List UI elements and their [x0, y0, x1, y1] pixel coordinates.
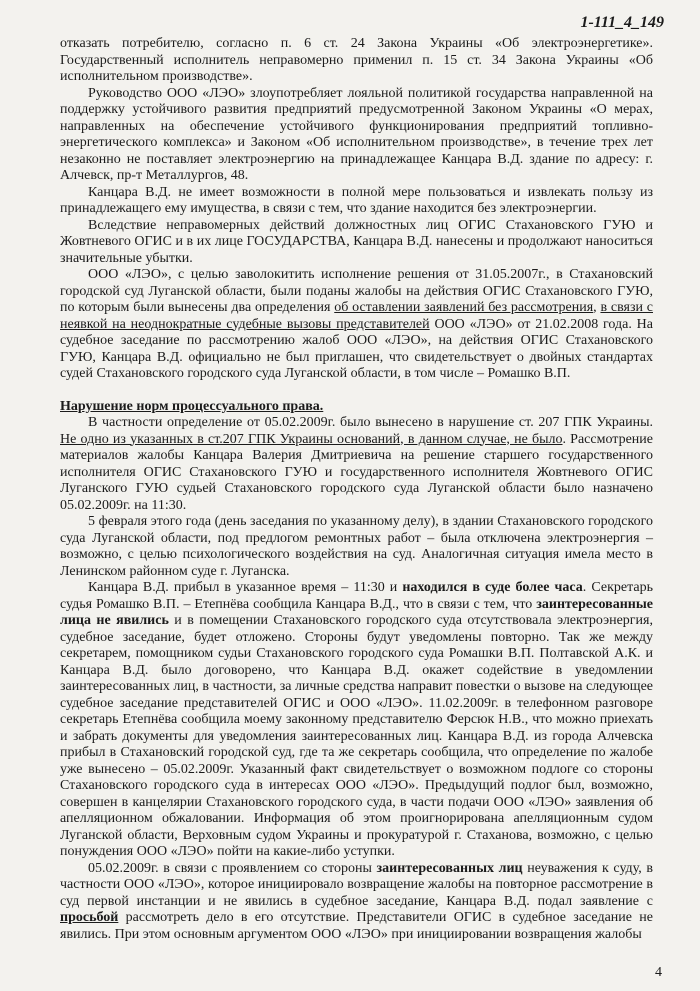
bold-text: заинтересованные лица не явились	[60, 596, 653, 628]
document-id: 1-111_4_149	[580, 14, 664, 31]
underlined-text: Не одно из указанных в ст.207 ГПК Украины оснований, в данном случае, не было	[60, 431, 563, 447]
paragraph	[60, 267, 653, 383]
section-heading: Нарушение норм процессуального права.	[60, 398, 324, 414]
paragraph	[60, 415, 653, 514]
paragraph: Канцара В.Д. не имеет возможности в полной мере пользоваться и извлекать пользу из принадлежащего ему имущества, в связи с тем, что здание находится без электроэнергии.	[60, 184, 653, 216]
underlined-text: об оставлении заявлений без рассмотрения	[334, 300, 594, 315]
page-number: 4	[655, 965, 662, 980]
text-run: ООО «ЛЭО» от 21.02.2008 года. На судебное заседание по рассмотрению жалоб ООО «ЛЭО», на действия ОГИС Стахановского ГУЮ, Канцара В.Д. официально не был приглашен, что свидетельствует о двойных стандартах судей Стахановского городского суда Луганской области, в том числе – Ромашко В.П.	[60, 316, 653, 381]
text-run: В частности определение от 05.02.2009г. было вынесено в нарушение ст. 207 ГПК Украины.	[88, 415, 653, 430]
text-run: 05.02.2009г. в связи с проявлением со стороны	[88, 860, 377, 876]
bold-underlined-text: просьбой	[60, 910, 119, 925]
document-body	[60, 36, 653, 943]
text-run: неуважения к суду, в частности ООО «ЛЭО», которое инициировало возвращение жалобы на повторное рассмотрение в суд первой инстанции и не явились в судебное заседание, Канцара В.Д. подал заявление с	[60, 860, 654, 909]
paragraph	[60, 580, 653, 861]
spacer	[60, 383, 653, 399]
bold-text: заинтересованных лиц	[376, 860, 523, 876]
paragraph: 5 февраля этого года (день заседания по указанному делу), в здании Стахановского городского суда Луганской области, под предлогом ремонтных работ – была отключена электроэнергия – возможно, с целью психологического воздействия на суд. Аналогичная ситуация имела место в Ленинском районном суде г. Луганска.	[60, 514, 653, 579]
text-run: Канцара В.Д. прибыл в указанное время – 11:30 и	[88, 580, 403, 595]
text-run: . Секретарь судья Ромашко В.П. – Етепнёва сообщила Канцара В.Д., что в связи с тем, что	[60, 580, 653, 612]
paragraph: Вследствие неправомерных действий должностных лиц ОГИС Стахановского ГУЮ и Жовтневого ОГИС и в их лице ГОСУДАРСТВА, Канцара В.Д. нанесены и продолжают наноситься значительные убытки.	[60, 217, 653, 266]
text-run: ,	[593, 300, 601, 315]
text-run: рассмотреть дело в его отсутствие. Представители ОГИС в судебное заседание не явились. При этом основным аргументом ООО «ЛЭО» при инициировании возвращения жалобы	[60, 910, 653, 942]
text-run: и в помещении Стахановского городского суда отсутствовала электроэнергия, судебное заседание, будет отложено. Стороны будут уведомлены повторно. Так же между секретарем, помощником судьи Стахановского городского суда Ромашки В.П. Полтавской А.К. и Канцара В.Д. было договорено, что Канцара В.Д. окажет содействие в уведомлении заинтересованных лиц, в частности, за личные средства направит повестки о вызове на следующее судебное заседание представителей ОГИС и ООО «ЛЭО». 11.02.2009г. в телефонном разговоре секретарь Етепнёва сообщила моему законному представителю Ферсюк Н.В., что можно приехать и забрать документы для уведомления заинтересованных лиц. Канцара В.Д. из города Алчевска прибыл в Стахановский городской суд, где та же секретарь сообщила, что определение по жалобе уже вынесено – 05.02.2009г. Указанный факт свидетельствует о возможном подлоге со стороны Стахановского городского суда в интересах ООО «ЛЭО». Предыдущий подлог был, возможно, совершен в канцелярии Стахановского городского суда, в части подачи ООО «ЛЭО» заявления об апелляционном обжаловании. Информация об этом проигнорирована апелляционным судом Луганской области, Верховным судом Украины и прокуратурой г. Стаханова, возможно, с целью понуждения ООО «ЛЭО» пойти на какие-либо уступки.	[60, 613, 654, 859]
text-run: . Рассмотрение материалов жалобы Канцара Валерия Дмитриевича на решение старшего государственного исполнителя ОГИС Стахановского ГУЮ и государственного исполнителя Жовтневого ОГИС Луганского ГУЮ судьей Стахановского городского суда Луганской области было назначено 05.02.2009г. на 11:30.	[60, 431, 653, 513]
bold-text: находился в суде более часа	[402, 580, 583, 595]
underlined-text: в связи с неявкой на неоднократные судебные вызовы представителей	[60, 300, 653, 332]
paragraph	[60, 861, 653, 944]
paragraph: Руководство ООО «ЛЭО» злоупотребляет лояльной политикой государства направленной на поддержку устойчивого развития предприятий предусмотренной Законом Украины «О мерах, направленных на обеспечение устойчивого функционирования предприятий топливно-энергетического комплекса» и Законом «Об исполнительном производстве», в течение трех лет незаконно не поставляет электроэнергию на принадлежащее Канцара В.Д. здание по адресу: г. Алчевск, пр-т Металлургов, 48.	[60, 85, 653, 183]
text-run: ООО «ЛЭО», с целью заволокитить исполнение решения от 31.05.2007г., в Стахановский городской суд Луганской области, были поданы жалобы на действия ОГИС Стахановского ГУЮ, по которым были вынесены два определения	[60, 267, 653, 315]
paragraph: отказать потребителю, согласно п. 6 ст. 24 Закона Украины «Об электроэнергетике». Государственный исполнитель неправомерно применил п. 15 ст. 34 Закона Украины «Об исполнительном производстве».	[60, 36, 653, 84]
